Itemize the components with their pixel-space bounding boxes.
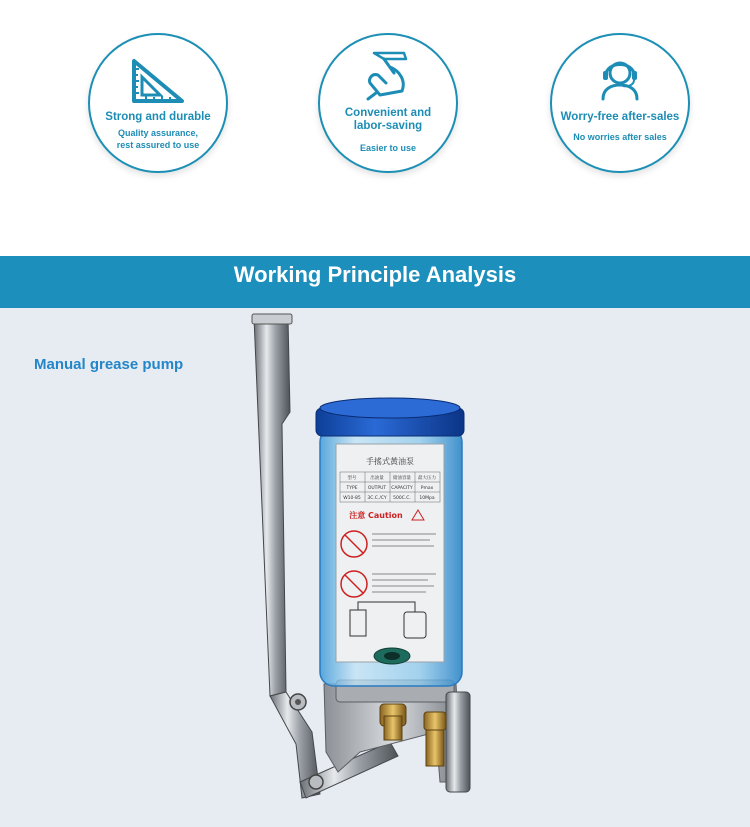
grease-pump-image: [240, 312, 490, 827]
label-cell: 储油容量: [393, 476, 411, 481]
label-cell: W10-85: [343, 496, 361, 501]
headset-support-icon: [595, 53, 645, 108]
label-cell: 3C.C./CY: [367, 496, 387, 501]
section-title: Working Principle Analysis: [233, 262, 517, 287]
label-cell: Pmax: [420, 486, 434, 491]
product-label: Manual grease pump: [34, 356, 184, 373]
hand-operate-icon: [360, 49, 416, 108]
feature-after-sales: [550, 33, 690, 173]
label-cell: 型号: [347, 476, 357, 481]
label-cell: 最大压力: [418, 476, 436, 481]
reservoir-heading: 手搖式黃油泵: [366, 457, 414, 466]
feature-title: Convenient and labor-saving: [344, 107, 432, 132]
label-cell: 10Mpa: [419, 496, 435, 501]
feature-strong-durable: [88, 33, 228, 173]
ruler-triangle-icon: [128, 57, 188, 112]
label-cell: OUTPUT: [367, 486, 387, 491]
feature-title: Strong and durable: [105, 111, 211, 123]
feature-subtitle: Quality assurance, rest assured to use: [116, 128, 200, 150]
label-cell: TYPE: [346, 486, 358, 491]
label-cell: CAPACITY: [391, 486, 413, 491]
label-cell: 500C.C.: [393, 496, 411, 501]
caution-label: 注意 Caution: [349, 511, 403, 520]
feature-convenient: [318, 33, 458, 173]
feature-subtitle: No worries after sales: [573, 132, 667, 142]
feature-subtitle: Easier to use: [359, 143, 417, 153]
label-cell: 出油量: [370, 476, 384, 481]
feature-section: [0, 0, 750, 256]
feature-title: Worry-free after-sales: [560, 111, 680, 123]
